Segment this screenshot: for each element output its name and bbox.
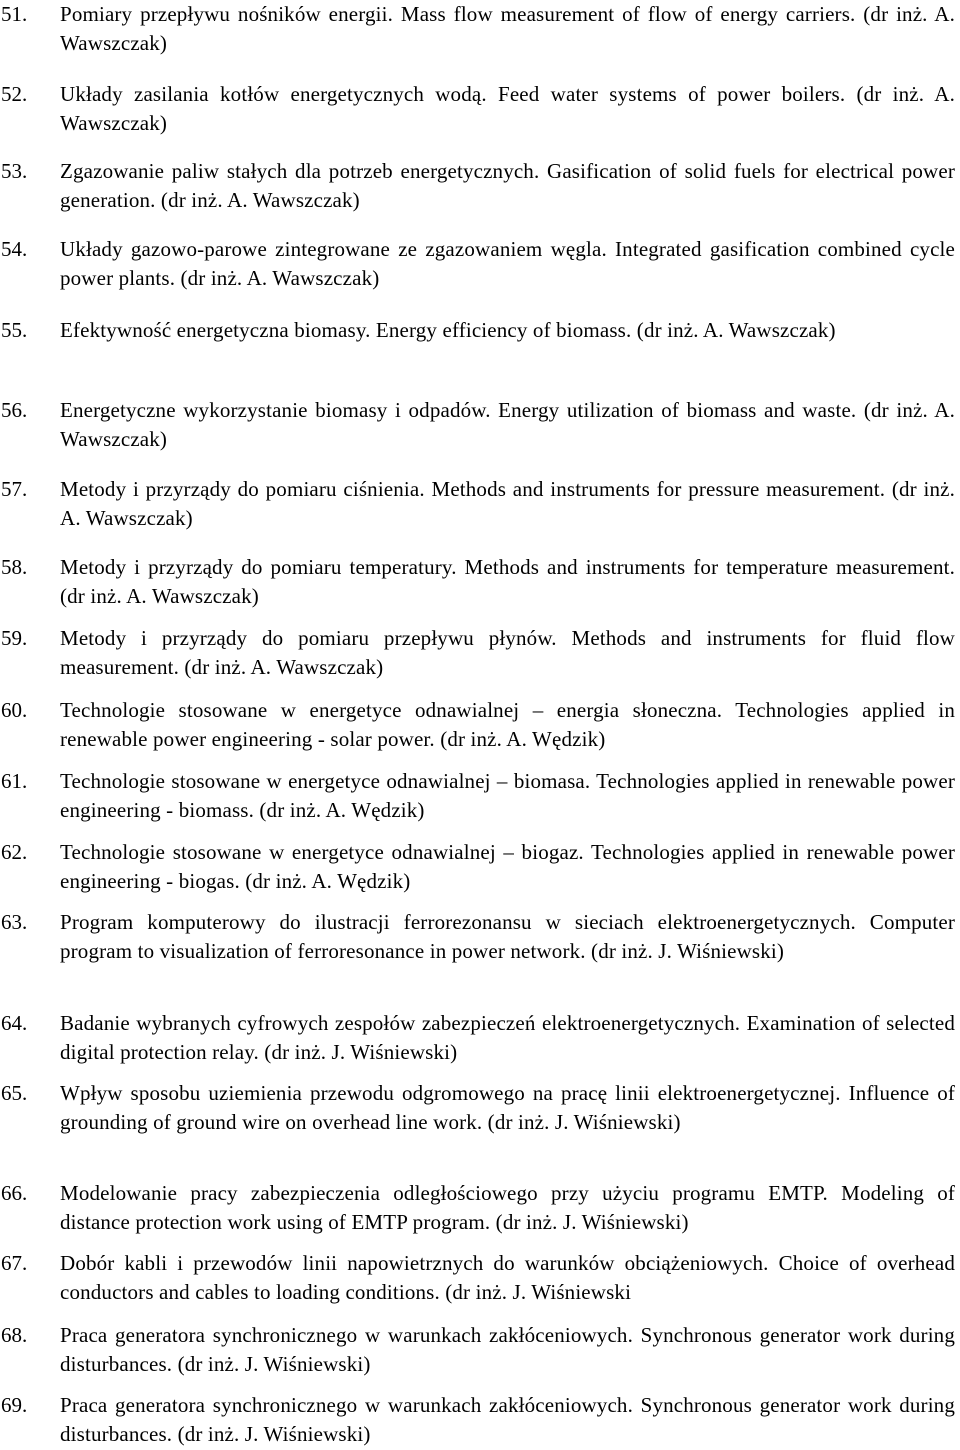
topic-text: Technologie stosowane w energetyce odnawialnej – biomasa. Technologies applied in renewable power engineering - biomass. (dr inż. A. Wędzik) [60, 769, 955, 822]
topic-number: 60. [1, 698, 28, 722]
topic-text: Technologie stosowane w energetyce odnawialnej – energia słoneczna. Technologies applied in renewable power engineering - solar power. (dr inż. A. Wędzik) [60, 698, 955, 751]
topic-text: Program komputerowy do ilustracji ferrorezonansu w sieciach elektroenergetycznych. Computer program to visualization of ferroresonance in power network. (dr inż. J. Wiśniewski) [60, 910, 955, 963]
topic-text: Metody i przyrządy do pomiaru przepływu płynów. Methods and instruments for fluid flow measurement. (dr inż. A. Wawszczak) [60, 626, 955, 679]
topic-item [0, 1249, 960, 1306]
topic-number: 67. [1, 1251, 28, 1275]
topic-item [0, 624, 960, 681]
topic-item [0, 1179, 960, 1236]
topic-text: Praca generatora synchronicznego w warunkach zakłóceniowych. Synchronous generator work during disturbances. (dr inż. J. Wiśniewski) [60, 1323, 955, 1376]
topic-item [0, 80, 960, 137]
topic-text: Układy gazowo-parowe zintegrowane ze zgazowaniem węgla. Integrated gasification combined cycle power plants. (dr inż. A. Wawszczak) [60, 237, 955, 290]
topic-item [0, 235, 960, 292]
topic-item [0, 838, 960, 895]
topic-text: Dobór kabli i przewodów linii napowietrznych do warunków obciążeniowych. Choice of overhead conductors and cables to loading conditions. (dr inż. J. Wiśniewski [60, 1251, 955, 1304]
topic-item [0, 1321, 960, 1378]
topic-item [0, 475, 960, 532]
topic-text: Pomiary przepływu nośników energii. Mass flow measurement of flow of energy carriers. (dr inż. A. Wawszczak) [60, 2, 955, 55]
topic-text: Zgazowanie paliw stałych dla potrzeb energetycznych. Gasification of solid fuels for electrical power generation. (dr inż. A. Wawszczak) [60, 159, 955, 212]
topic-item [0, 908, 960, 965]
topic-item [0, 0, 960, 57]
topic-number: 69. [1, 1393, 28, 1417]
topic-item [0, 553, 960, 610]
topic-text: Energetyczne wykorzystanie biomasy i odpadów. Energy utilization of biomass and waste. (dr inż. A. Wawszczak) [60, 398, 955, 451]
topic-text: Badanie wybranych cyfrowych zespołów zabezpieczeń elektroenergetycznych. Examination of selected digital protection relay. (dr inż. J. Wiśniewski) [60, 1011, 955, 1064]
topic-number: 66. [1, 1181, 28, 1205]
topic-number: 53. [1, 159, 28, 183]
topic-item [0, 1391, 960, 1448]
topic-number: 58. [1, 555, 28, 579]
topic-text: Metody i przyrządy do pomiaru ciśnienia. Methods and instruments for pressure measurement. (dr inż. A. Wawszczak) [60, 477, 955, 530]
topic-item [0, 157, 960, 214]
topic-item [0, 1009, 960, 1066]
topic-number: 56. [1, 398, 28, 422]
topic-item [0, 767, 960, 824]
topic-item [0, 696, 960, 753]
topic-number: 62. [1, 840, 28, 864]
topic-number: 52. [1, 82, 28, 106]
topic-number: 55. [1, 318, 28, 342]
topic-number: 64. [1, 1011, 28, 1035]
topic-text: Modelowanie pracy zabezpieczenia odległościowego przy użyciu programu EMTP. Modeling of distance protection work using of EMTP program. (dr inż. J. Wiśniewski) [60, 1181, 955, 1234]
topic-number: 57. [1, 477, 28, 501]
topic-text: Układy zasilania kotłów energetycznych wodą. Feed water systems of power boilers. (dr inż. A. Wawszczak) [60, 82, 955, 135]
topic-number: 61. [1, 769, 28, 793]
topic-number: 54. [1, 237, 28, 261]
topic-text: Praca generatora synchronicznego w warunkach zakłóceniowych. Synchronous generator work during disturbances. (dr inż. J. Wiśniewski) [60, 1393, 955, 1446]
topic-item [0, 1079, 960, 1136]
topic-text: Wpływ sposobu uziemienia przewodu odgromowego na pracę linii elektroenergetycznej. Influence of grounding of ground wire on overhead line work. (dr inż. J. Wiśniewski) [60, 1081, 955, 1134]
topic-text: Efektywność energetyczna biomasy. Energy efficiency of biomass. (dr inż. A. Wawszczak) [60, 318, 836, 342]
topic-number: 59. [1, 626, 28, 650]
topic-text: Technologie stosowane w energetyce odnawialnej – biogaz. Technologies applied in renewable power engineering - biogas. (dr inż. A. Wędzik) [60, 840, 955, 893]
topic-number: 65. [1, 1081, 28, 1105]
topic-number: 63. [1, 910, 28, 934]
topic-number: 51. [1, 2, 28, 26]
topic-item [0, 396, 960, 453]
topic-text: Metody i przyrządy do pomiaru temperatury. Methods and instruments for temperature measurement. (dr inż. A. Wawszczak) [60, 555, 955, 608]
topic-number: 68. [1, 1323, 28, 1347]
topic-item [0, 316, 960, 345]
